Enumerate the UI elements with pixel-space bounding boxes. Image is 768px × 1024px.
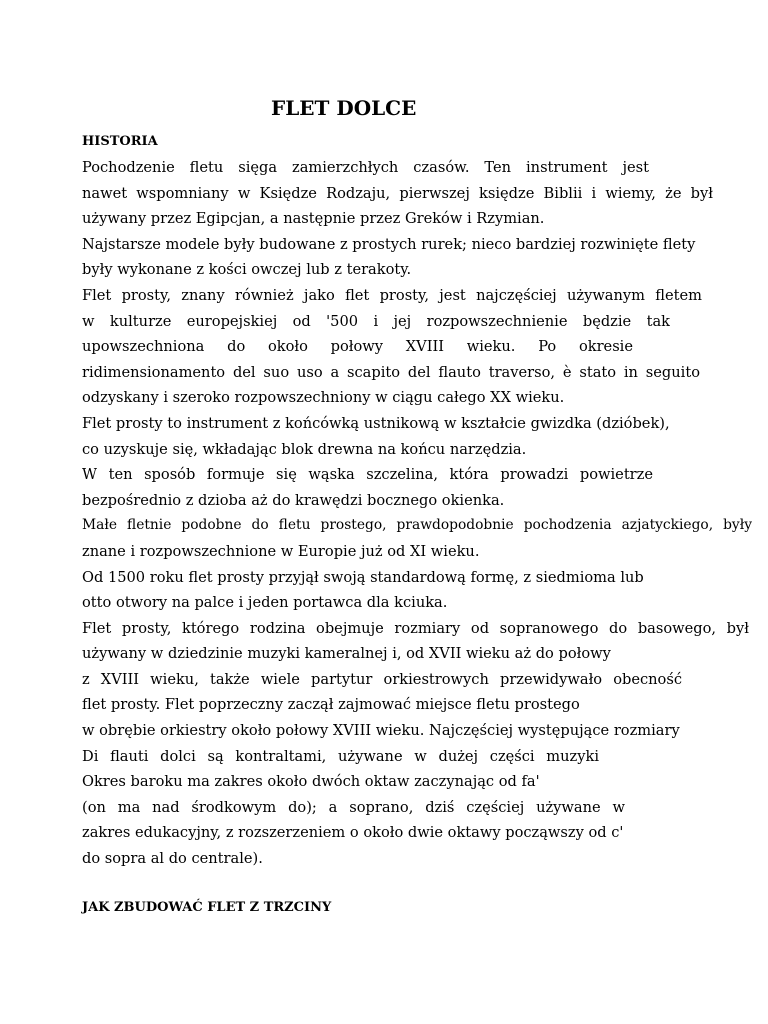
text-line: w kulturze europejskiej od '500 i jej rozpowszechnienie będzie tak bbox=[82, 312, 670, 330]
text-line: ridimensionamento del suo uso a scapito del flauto traverso, è stato in seguito bbox=[82, 363, 700, 381]
text-line: otto otwory na palce i jeden portawca dla kciuka. bbox=[82, 594, 448, 612]
text-line: Flet prosty to instrument z końcówką ustnikową w kształcie gwizdka (dzióbek), bbox=[82, 414, 670, 432]
text-line: co uzyskuje się, wkładając blok drewna na końcu narzędzia. bbox=[82, 440, 527, 458]
text-line: do sopra al do centrale). bbox=[82, 850, 263, 868]
section-heading-historia: HISTORIA bbox=[82, 134, 158, 149]
text-line: Małe fletnie podobne do fletu prostego, prawdopodobnie pochodzenia azjatyckiego, były bbox=[82, 517, 752, 534]
text-line: używany w dziedzinie muzyki kameralnej i, od XVII wieku aż do połowy bbox=[82, 645, 611, 663]
history-paragraph bbox=[82, 155, 754, 872]
text-line: Najstarsze modele były budowane z prostych rurek; nieco bardziej rozwinięte flety bbox=[82, 235, 696, 253]
text-line: były wykonane z kości owczej lub z terakoty. bbox=[82, 261, 412, 279]
text-line: (on ma nad środkowym do); a soprano, dziś częściej używane w bbox=[82, 798, 625, 816]
text-line: znane i rozpowszechnione w Europie już od XI wieku. bbox=[82, 542, 480, 560]
text-line: flet prosty. Flet poprzeczny zaczął zajmować miejsce fletu prostego bbox=[82, 696, 580, 714]
text-line: zakres edukacyjny, z rozszerzeniem o około dwie oktawy począwszy od c' bbox=[82, 824, 624, 842]
text-line: używany przez Egipcjan, a następnie przez Greków i Rzymian. bbox=[82, 210, 545, 228]
text-line: w obrębie orkiestry około połowy XVIII wieku. Najczęściej występujące rozmiary bbox=[82, 722, 680, 740]
text-line: z XVIII wieku, także wiele partytur orkiestrowych przewidywało obecność bbox=[82, 670, 682, 688]
text-line: odzyskany i szeroko rozpowszechniony w ciągu całego XX wieku. bbox=[82, 389, 565, 407]
text-line: Pochodzenie fletu sięga zamierzchłych czasów. Ten instrument jest bbox=[82, 159, 649, 176]
text-line: Flet prosty, którego rodzina obejmuje rozmiary od sopranowego do basowego, był bbox=[82, 619, 749, 637]
text-line: Flet prosty, znany również jako flet prosty, jest najczęściej używanym fletem bbox=[82, 286, 702, 304]
page-title: FLET DOLCE bbox=[271, 96, 417, 120]
text-line: Di flauti dolci są kontraltami, używane w dużej części muzyki bbox=[82, 747, 599, 765]
text-line: upowszechniona do około połowy XVIII wieku. Po okresie bbox=[82, 338, 633, 356]
text-line: bezpośrednio z dzioba aż do krawędzi bocznego okienka. bbox=[82, 491, 505, 509]
text-line: nawet wspomniany w Księdze Rodzaju, pierwszej księdze Biblii i wiemy, że był bbox=[82, 184, 713, 202]
section-heading-build: JAK ZBUDOWAĆ FLET Z TRZCINY bbox=[82, 900, 332, 915]
text-line: Od 1500 roku flet prosty przyjął swoją standardową formę, z siedmioma lub bbox=[82, 568, 644, 586]
text-line: W ten sposób formuje się wąska szczelina, która prowadzi powietrze bbox=[82, 466, 653, 484]
text-line: Okres baroku ma zakres około dwóch oktaw zaczynając od fa' bbox=[82, 773, 540, 791]
